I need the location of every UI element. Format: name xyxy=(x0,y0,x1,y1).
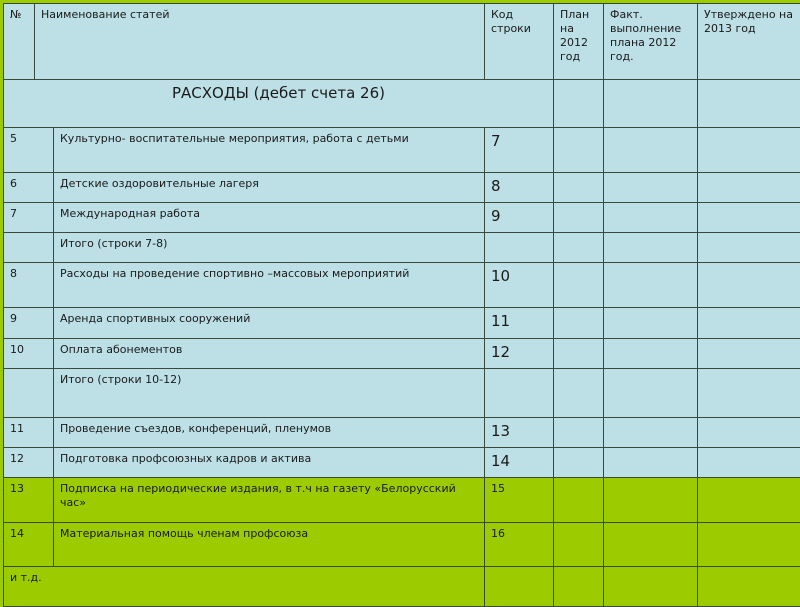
row-name: Расходы на проведение спортивно –массовых мероприятий xyxy=(54,263,485,308)
cell xyxy=(554,567,604,607)
row-num: 6 xyxy=(4,173,54,203)
cell-fact xyxy=(604,233,698,263)
header-approved: Утверждено на 2013 год xyxy=(698,4,800,80)
cell-plan xyxy=(554,203,604,233)
cell-approved xyxy=(698,418,800,448)
row-num: 9 xyxy=(4,308,54,339)
cell xyxy=(604,567,698,607)
row-name: Итого (строки 7-8) xyxy=(54,233,485,263)
table-row xyxy=(4,203,800,233)
row-num: 10 xyxy=(4,339,54,369)
cell xyxy=(698,80,800,128)
row-num: 12 xyxy=(4,448,54,478)
row-code: 7 xyxy=(485,128,554,173)
cell xyxy=(554,80,604,128)
row-num: 13 xyxy=(4,478,54,523)
cell-fact xyxy=(604,308,698,339)
cell-fact xyxy=(604,369,698,418)
row-name: Международная работа xyxy=(54,203,485,233)
row-name: Аренда спортивных сооружений xyxy=(54,308,485,339)
cell-fact xyxy=(604,448,698,478)
row-num xyxy=(4,233,54,263)
row-name: Культурно- воспитательные мероприятия, работа с детьми xyxy=(54,128,485,173)
cell-plan xyxy=(554,263,604,308)
cell-approved xyxy=(698,448,800,478)
row-name: Оплата абонементов xyxy=(54,339,485,369)
cell-fact xyxy=(604,173,698,203)
cell-approved xyxy=(698,263,800,308)
cell xyxy=(698,567,800,607)
table-row xyxy=(4,339,800,369)
footer-text: и т.д. xyxy=(4,567,485,607)
section-row xyxy=(4,80,800,128)
row-code xyxy=(485,369,554,418)
row-code: 15 xyxy=(485,478,554,523)
cell-plan xyxy=(554,233,604,263)
cell-approved xyxy=(698,523,800,567)
row-name: Материальная помощь членам профсоюза xyxy=(54,523,485,567)
cell-plan xyxy=(554,369,604,418)
cell-approved xyxy=(698,369,800,418)
cell-plan xyxy=(554,448,604,478)
table-row xyxy=(4,478,800,523)
row-name: Детские оздоровительные лагеря xyxy=(54,173,485,203)
row-num: 7 xyxy=(4,203,54,233)
cell-fact xyxy=(604,128,698,173)
cell-approved xyxy=(698,308,800,339)
table-row xyxy=(4,369,800,418)
cell-fact xyxy=(604,478,698,523)
cell-approved xyxy=(698,128,800,173)
budget-table xyxy=(3,3,800,607)
header-name: Наименование статей xyxy=(35,4,485,80)
cell-approved xyxy=(698,203,800,233)
row-name: Подготовка профсоюзных кадров и актива xyxy=(54,448,485,478)
table-row xyxy=(4,233,800,263)
cell-fact xyxy=(604,203,698,233)
table-row xyxy=(4,523,800,567)
footer-row xyxy=(4,567,800,607)
row-code: 10 xyxy=(485,263,554,308)
row-num: 11 xyxy=(4,418,54,448)
cell-plan xyxy=(554,308,604,339)
header-fact: Факт. выполнение плана 2012 год. xyxy=(604,4,698,80)
row-code: 8 xyxy=(485,173,554,203)
row-code: 11 xyxy=(485,308,554,339)
table-row xyxy=(4,448,800,478)
row-num: 8 xyxy=(4,263,54,308)
row-code xyxy=(485,233,554,263)
cell-plan xyxy=(554,418,604,448)
table-row xyxy=(4,418,800,448)
cell xyxy=(604,80,698,128)
cell-approved xyxy=(698,478,800,523)
cell-plan xyxy=(554,339,604,369)
cell-approved xyxy=(698,173,800,203)
cell-fact xyxy=(604,263,698,308)
section-title: РАСХОДЫ (дебет счета 26) xyxy=(4,80,554,128)
header-row xyxy=(4,4,800,80)
cell-plan xyxy=(554,173,604,203)
header-num: № xyxy=(4,4,35,80)
table-row xyxy=(4,128,800,173)
row-num xyxy=(4,369,54,418)
cell-fact xyxy=(604,339,698,369)
row-num: 14 xyxy=(4,523,54,567)
cell-approved xyxy=(698,233,800,263)
row-code: 9 xyxy=(485,203,554,233)
row-code: 13 xyxy=(485,418,554,448)
header-code: Код строки xyxy=(485,4,554,80)
row-name: Подписка на периодические издания, в т.ч на газету «Белорусский час» xyxy=(54,478,485,523)
header-plan: План на 2012 год xyxy=(554,4,604,80)
cell xyxy=(485,567,554,607)
table-row xyxy=(4,308,800,339)
row-code: 14 xyxy=(485,448,554,478)
row-name: Итого (строки 10-12) xyxy=(54,369,485,418)
cell-plan xyxy=(554,128,604,173)
cell-approved xyxy=(698,339,800,369)
table-row xyxy=(4,173,800,203)
cell-plan xyxy=(554,478,604,523)
row-num: 5 xyxy=(4,128,54,173)
cell-fact xyxy=(604,523,698,567)
row-name: Проведение съездов, конференций, пленумов xyxy=(54,418,485,448)
row-code: 16 xyxy=(485,523,554,567)
table-row xyxy=(4,263,800,308)
row-code: 12 xyxy=(485,339,554,369)
cell-plan xyxy=(554,523,604,567)
cell-fact xyxy=(604,418,698,448)
